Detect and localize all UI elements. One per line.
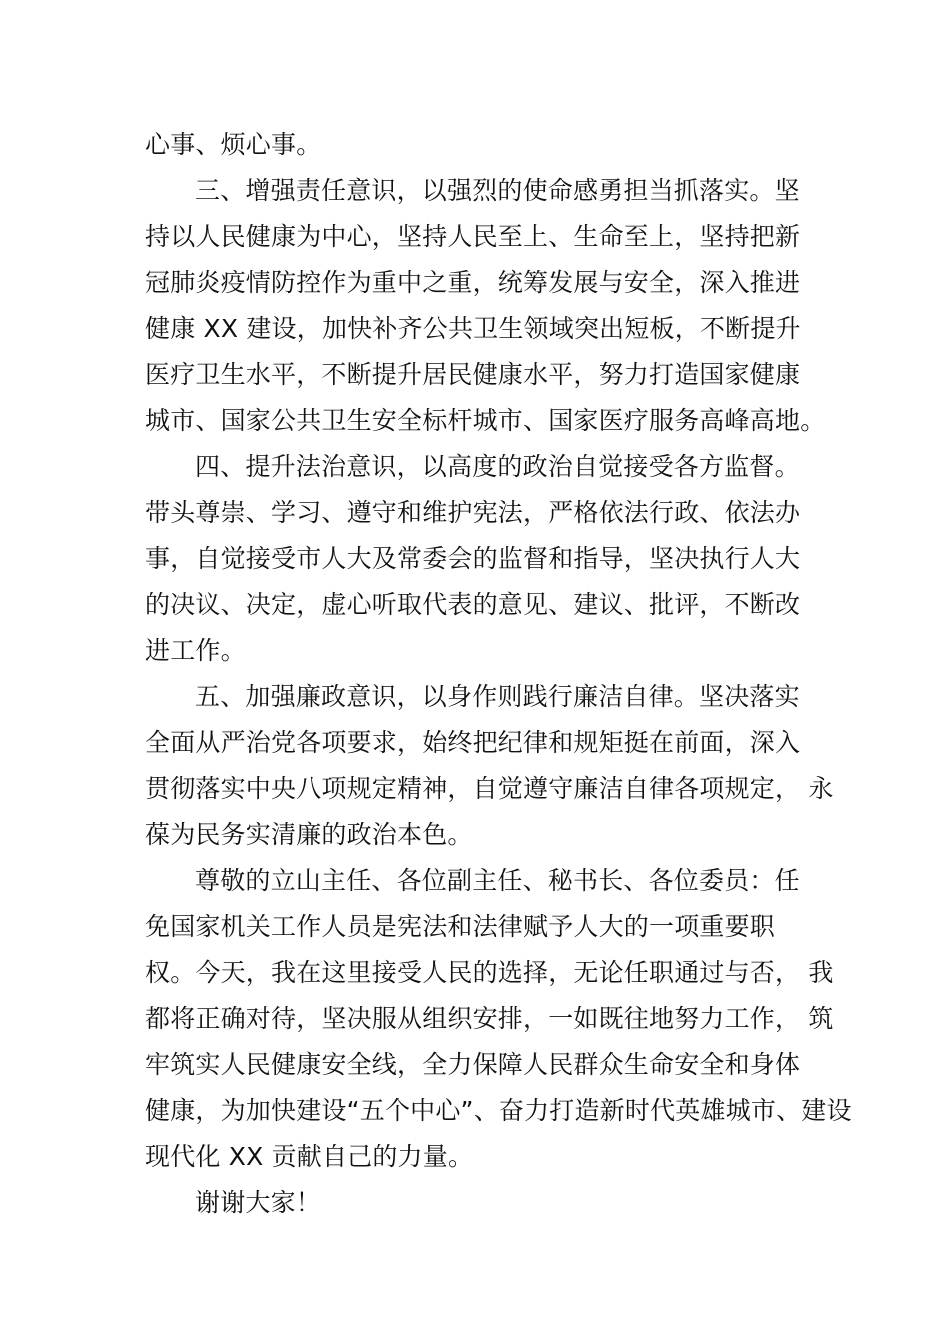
address-paragraph-line: 尊敬的立山主任、各位副主任、秘书长、各位委员：任 <box>195 866 800 895</box>
text-line: 医疗卫生水平，不断提升居民健康水平，努力打造国家健康 <box>145 360 801 389</box>
text-line: 权。今天，我在这里接受人民的选择，无论任职通过与否， 我 <box>145 958 834 987</box>
text-line: 事，自觉接受市人大及常委会的监督和指导，坚决执行人大 <box>145 544 801 573</box>
text-line: 带头尊崇、学习、遵守和维护宪法，严格依法行政、依法办 <box>145 498 801 527</box>
text-line: 持以人民健康为中心，坚持人民至上、生命至上，坚持把新 <box>145 222 801 251</box>
text-line: 全面从严治党各项要求，始终把纪律和规矩挺在前面，深入 <box>145 728 801 757</box>
text-line: 城市、国家公共卫生安全标杆城市、国家医疗服务高峰高地。 <box>145 406 826 435</box>
text-line: 免国家机关工作人员是宪法和法律赋予人大的一项重要职 <box>145 912 776 941</box>
section-three-heading-line: 三、增强责任意识，以强烈的使命感勇担当抓落实。坚 <box>195 176 800 205</box>
section-four-heading-line: 四、提升法治意识，以高度的政治自觉接受各方监督。 <box>195 452 800 481</box>
section-five-heading-line: 五、加强廉政意识，以身作则践行廉洁自律。坚决落实 <box>195 682 800 711</box>
text-line: 进工作。 <box>145 636 246 665</box>
text-line: 健康 XX 建设，加快补齐公共卫生领域突出短板，不断提升 <box>145 314 801 343</box>
text-line: 心事、烦心事。 <box>145 130 322 159</box>
text-line: 的决议、决定，虚心听取代表的意见、建议、批评，不断改 <box>145 590 801 619</box>
text-line: 都将正确对待，坚决服从组织安排，一如既往地努力工作， 筑 <box>145 1004 834 1033</box>
text-line: 葆为民务实清廉的政治本色。 <box>145 820 473 849</box>
text-line: 现代化 XX 贡献自己的力量。 <box>145 1142 474 1171</box>
text-line: 牢筑实人民健康安全线，全力保障人民群众生命安全和身体 <box>145 1050 801 1079</box>
closing-thanks-line: 谢谢大家！ <box>195 1188 322 1217</box>
text-line: 贯彻落实中央八项规定精神，自觉遵守廉洁自律各项规定， 永 <box>145 774 834 803</box>
text-line: 健康，为加快建设“五个中心”、奋力打造新时代英雄城市、建设 <box>145 1096 852 1125</box>
text-line: 冠肺炎疫情防控作为重中之重，统筹发展与安全，深入推进 <box>145 268 801 297</box>
document-page <box>145 122 852 1226</box>
